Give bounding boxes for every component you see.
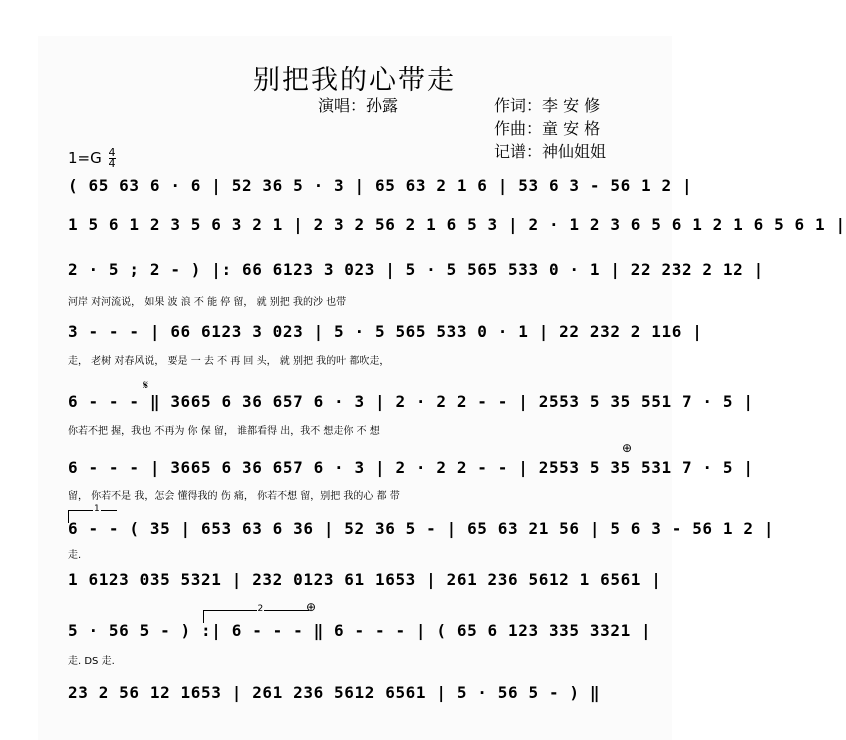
coda-sign-2: ⊕	[306, 600, 317, 614]
lyric-line-4: 留， 你若不是 我，怎会 懂得我的 伤 痛， 你若不想 留，别把 我的心 都 带	[68, 491, 400, 502]
composer-credit: 作曲：童 安 格	[494, 119, 601, 138]
time-signature-top: 4	[108, 146, 116, 159]
lyric-line-5: 走.	[68, 550, 82, 561]
notation-row-5: 6 - - - ‖ 3665 6 36 657 6 · 3 | 2 · 2 2 - - | 2553 5 35 551 7 · 5 |	[68, 392, 754, 411]
notation-row-4: 3 - - - | 66 6123 3 023 | 5 · 5 565 533 0 · 1 | 22 232 2 116 |	[68, 322, 703, 341]
lyric-line-2: 走， 老树 对春风说， 要是 一 去 不 再 回 头， 就 别把 我的叶 都吹走，	[68, 356, 390, 367]
coda-sign-1: ⊕	[622, 441, 633, 455]
song-title: 别把我的心带走	[253, 65, 456, 96]
key-label: 1=G	[68, 149, 102, 167]
notation-row-6: 6 - - - | 3665 6 36 657 6 · 3 | 2 · 2 2 - - | 2553 5 35 531 7 · 5 |	[68, 458, 754, 477]
notation-row-2: 1 5 6 1 2 3 5 6 3 2 1 | 2 3 2 56 2 1 6 5 3 | 2 · 1 2 3 6 5 6 1 2 1 6 5 6 1 |	[68, 215, 846, 234]
volta-1-label: 1	[94, 504, 100, 514]
notation-row-3: 2 · 5 ; 2 - ) |: 66 6123 3 023 | 5 · 5 565 533 0 · 1 | 22 232 2 12 |	[68, 260, 764, 279]
time-signature	[109, 148, 116, 169]
lyricist-credit: 作词：李 安 修	[494, 96, 601, 115]
notation-row-1: ( 65 63 6 · 6 | 52 36 5 · 3 | 65 63 2 1 6 | 53 6 3 - 56 1 2 |	[68, 176, 693, 195]
lyric-line-3: 你若不把 握，我也 不再为 你 保 留， 谁都看得 出，我不 想走你 不 想	[68, 426, 380, 437]
segno-sign: 𝄋	[143, 378, 149, 392]
volta-2-label: 2	[257, 604, 264, 614]
lyric-line-1: 河岸 对河流说， 如果 波 浪 不 能 停 留， 就 别把 我的沙 也带	[68, 297, 347, 308]
notation-row-9: 5 · 56 5 - ) :| 6 - - - ‖ 6 - - - | ( 65 6 123 335 3321 |	[68, 621, 652, 640]
performer-credit: 演唱：孙露	[318, 96, 399, 115]
notation-row-8: 1 6123 035 5321 | 232 0123 61 1653 | 261 236 5612 1 6561 |	[68, 570, 662, 589]
key-signature	[68, 148, 116, 169]
time-signature-bottom: 4	[108, 157, 116, 170]
notation-row-7: 6 - - ( 35 | 653 63 6 36 | 52 36 5 - | 65 63 21 56 | 5 6 3 - 56 1 2 |	[68, 519, 775, 538]
lyric-line-6: 走. DS 走.	[68, 656, 115, 667]
transcriber-credit: 记谱：神仙姐姐	[494, 142, 607, 161]
notation-row-10: 23 2 56 12 1653 | 261 236 5612 6561 | 5 · 56 5 - ) ‖	[68, 683, 601, 702]
